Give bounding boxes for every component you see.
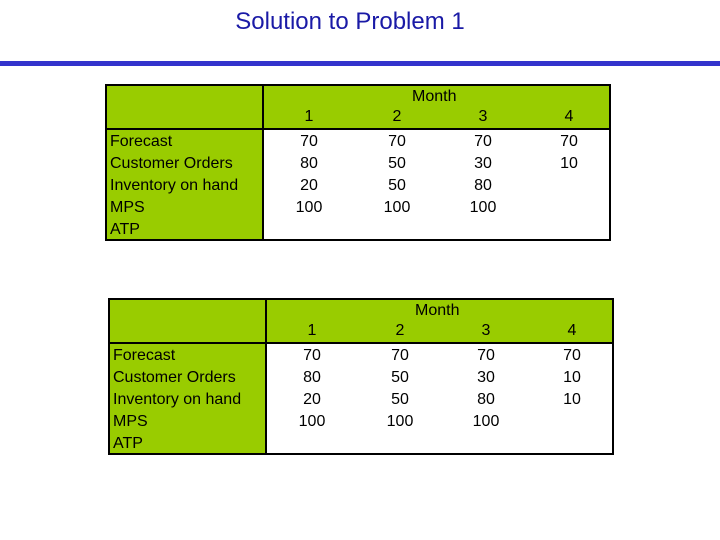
table-cell: 20	[303, 391, 321, 408]
table-cell: 70	[388, 133, 406, 150]
table-cell: 50	[388, 155, 406, 172]
month-number: 2	[392, 108, 402, 125]
month-number: 4	[564, 108, 574, 125]
table-cell: 80	[303, 369, 321, 386]
table-cell: 70	[474, 133, 492, 150]
mps-table-2	[108, 298, 614, 455]
month-number: 1	[307, 322, 317, 339]
table-cell: 30	[477, 369, 495, 386]
table-cell: 100	[383, 199, 411, 216]
table-cell: 80	[474, 177, 492, 194]
table-cell: 70	[303, 347, 321, 364]
month-group-header: Month	[415, 302, 460, 319]
month-number: 3	[478, 108, 488, 125]
table-cell: 100	[469, 199, 497, 216]
table-cell: 10	[563, 369, 581, 386]
row-label: Inventory on hand	[113, 391, 242, 408]
table-cell: 10	[560, 155, 578, 172]
table-cell: 70	[477, 347, 495, 364]
row-label: Forecast	[113, 347, 176, 364]
table-cell: 100	[472, 413, 500, 430]
table-cell: 70	[560, 133, 578, 150]
header-divider	[107, 128, 609, 130]
row-label: Forecast	[110, 133, 173, 150]
table-cell: 50	[388, 177, 406, 194]
row-label: Inventory on hand	[110, 177, 239, 194]
row-label: ATP	[113, 435, 143, 452]
month-number: 1	[304, 108, 314, 125]
slide-title: Solution to Problem 1	[235, 8, 465, 35]
row-label: MPS	[113, 413, 148, 430]
table-cell: 80	[477, 391, 495, 408]
column-divider	[262, 86, 264, 239]
row-label: Customer Orders	[110, 155, 233, 172]
column-divider	[265, 300, 267, 453]
table-cell: 80	[300, 155, 318, 172]
table-cell: 100	[386, 413, 414, 430]
table-cell: 10	[563, 391, 581, 408]
table-cell: 70	[563, 347, 581, 364]
table-cell: 100	[298, 413, 326, 430]
month-group-header: Month	[412, 88, 457, 105]
table-cell: 100	[295, 199, 323, 216]
table-cell: 70	[300, 133, 318, 150]
table-cell: 50	[391, 369, 409, 386]
row-label: ATP	[110, 221, 140, 238]
mps-table-1	[105, 84, 611, 241]
month-number: 4	[567, 322, 577, 339]
month-number: 2	[395, 322, 405, 339]
table-cell: 70	[391, 347, 409, 364]
row-label: MPS	[110, 199, 145, 216]
month-number: 3	[481, 322, 491, 339]
table-cell: 50	[391, 391, 409, 408]
table-cell: 30	[474, 155, 492, 172]
header-divider	[110, 342, 612, 344]
title-rule	[0, 61, 720, 66]
row-label: Customer Orders	[113, 369, 236, 386]
table-cell: 20	[300, 177, 318, 194]
